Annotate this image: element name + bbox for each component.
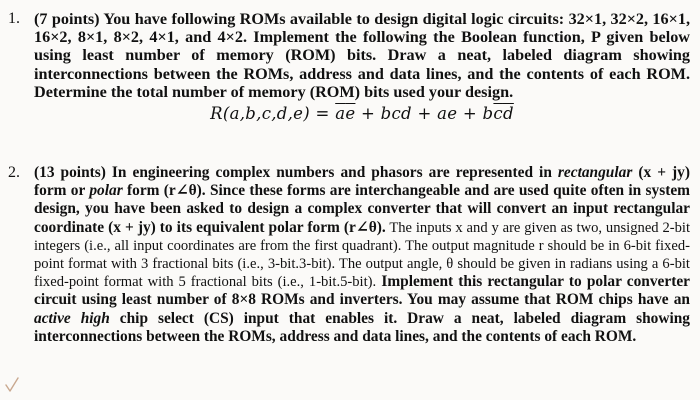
- question-1-number: 1.: [8, 10, 20, 27]
- question-2-number: 2.: [8, 164, 20, 181]
- equation-term-c-bar: $\overline{c}$: [493, 104, 503, 124]
- equation-term-e-bar: $\overline{e}$: [345, 104, 356, 124]
- question-1-text: [34, 10, 690, 101]
- equation-term-d-bar: $\overline{d}$: [502, 104, 514, 124]
- question-1: [8, 10, 690, 123]
- question-2-active-high: active high: [34, 309, 110, 327]
- question-2-part-3: form (r∠θ). Since these forms are interchangeable and are used quite often in system design, you have been asked to design a complex converter that will convert an input rectangular coordinate (x + jy) to its equivalent polar form (r∠θ).: [34, 182, 690, 236]
- question-2-points: (13 points): [34, 164, 106, 181]
- question-2-text: [34, 164, 690, 346]
- question-2: [8, 164, 690, 346]
- boolean-equation: [34, 104, 690, 123]
- question-2-part-4: The inputs x and y are given as two, unsigned 2-bit integers (i.e., all input coordinates are from the first quadrant). The output magnitude r should be in 6-bit fixed-point format with 3 fractional bits (i.e., 3-bit.3-bit). The output angle, θ should be given in radians using a 6-bit fixed-point format with 5 fractional bits (i.e., 1-bit.5-bit).: [34, 219, 691, 291]
- question-1-points: (7 points): [34, 10, 100, 28]
- question-2-rectangular: rectangular: [557, 164, 633, 181]
- question-2-part-6: chip select (CS) input that enables it. Draw a neat, labeled diagram showing interconnections between the ROMs, address and data lines, and the contents of each ROM.: [34, 309, 690, 345]
- question-1-body: You have following ROMs available to design digital logic circuits: 32×1, 32×2, 16×1, 16×2, 8×1, 8×2, 4×1, and 4×2. Implement the following the Boolean function, P given below using least number of memory (ROM) bits. Draw a neat, labeled diagram showing interconnections between the ROMs, address and data lines, and the contents of each ROM. Determine the total number of memory (ROM) bits used your design.: [34, 10, 690, 101]
- equation-equals: =: [310, 104, 336, 124]
- equation-term-a-bar: $\overline{a}$: [335, 104, 346, 124]
- question-2-part-1: In engineering complex numbers and phasors are represented in: [105, 164, 558, 181]
- equation-lhs: R(a,b,c,d,e): [210, 104, 310, 124]
- checkmark-icon: [4, 376, 20, 394]
- question-2-polar: polar: [89, 182, 123, 200]
- question-2-part-5: Implement this rectangular to polar converter circuit using least number of 8×8 ROMs and inverters. You may assume that ROM chips have an: [34, 273, 690, 309]
- equation-terms: + bcd + ae + b: [355, 104, 494, 124]
- question-2-part-2: (x + jy) form or: [34, 164, 690, 200]
